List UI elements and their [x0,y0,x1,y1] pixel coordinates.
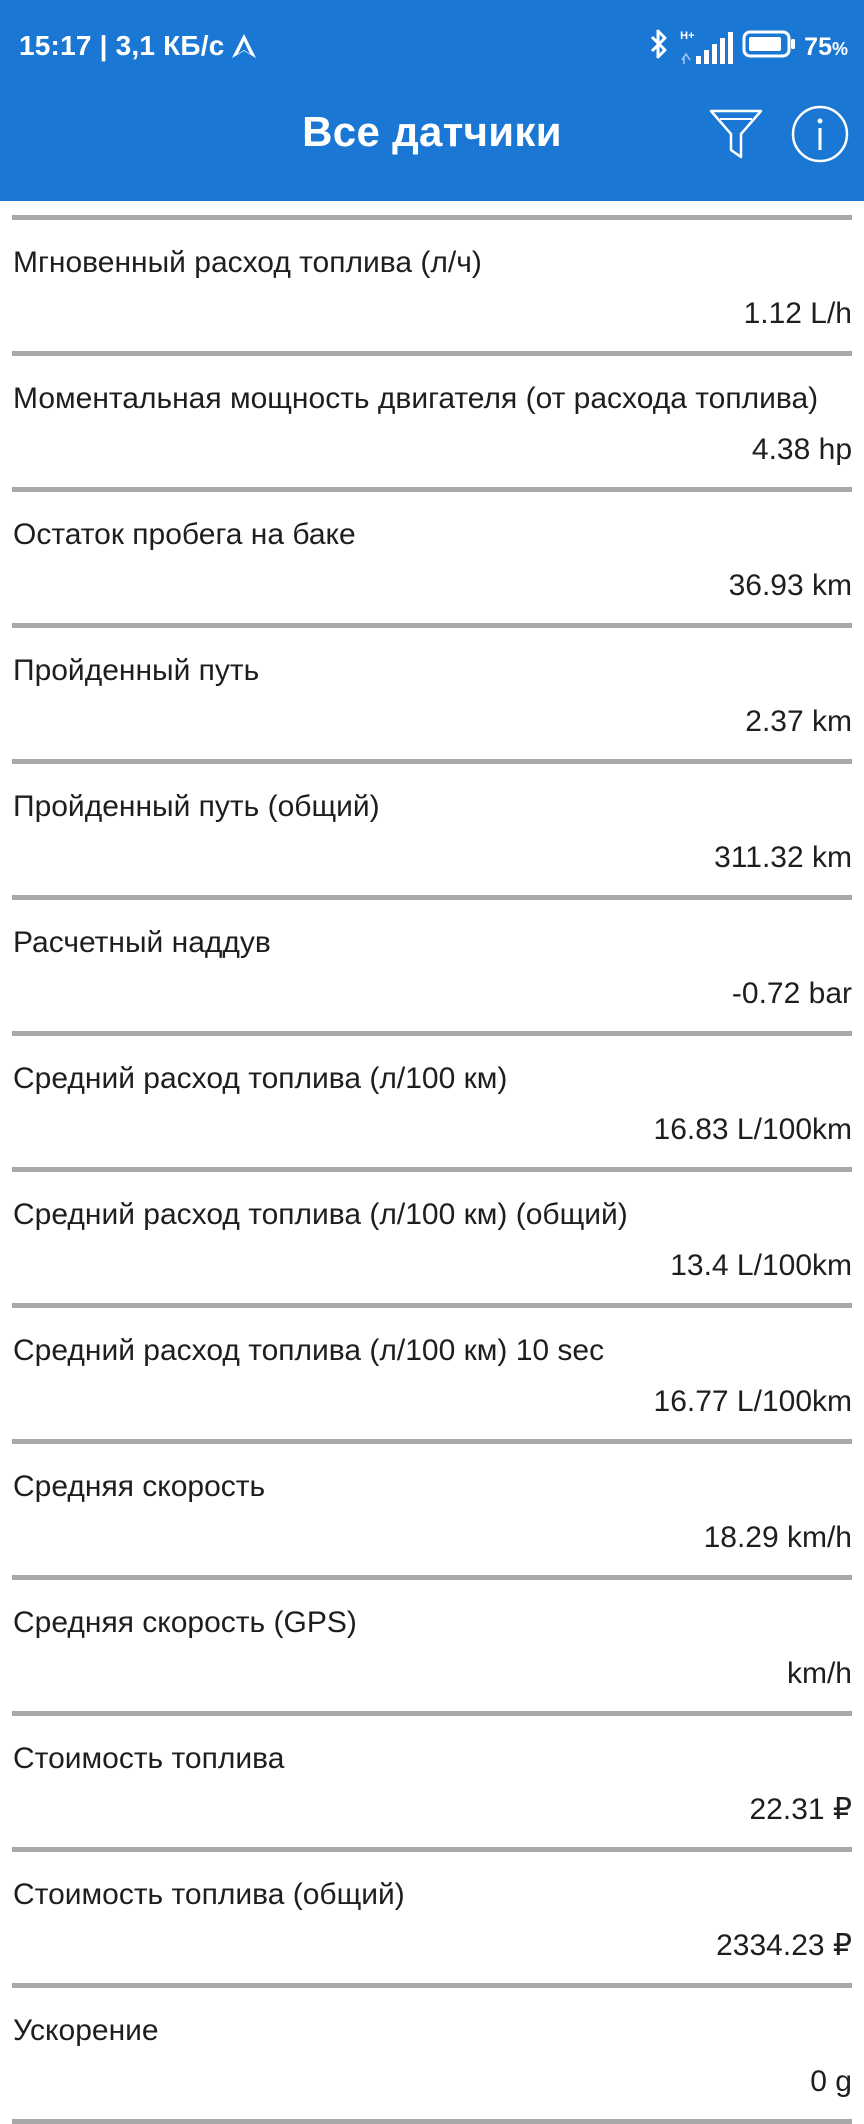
sensor-label: Моментальная мощность двигателя (от расхода топлива) [13,382,819,415]
bluetooth-icon [646,28,672,67]
sensor-label: Стоимость топлива [13,1742,285,1775]
sensor-value: 18.29 km/h [703,1521,852,1554]
item-spacer [0,1964,864,1983]
sensor-label: Мгновенный расход топлива (л/ч) [13,246,482,279]
list-divider [12,2119,852,2124]
sensor-value: 2334.23 ₽ [716,1929,852,1962]
battery-value: 75 [804,33,832,61]
sensor-value: 2.37 km [745,705,852,738]
sensor-label: Средняя скорость [13,1470,266,1503]
item-spacer [0,332,864,351]
page-title: Все датчики [302,108,562,155]
app-bar [0,0,864,201]
sensor-label: Средний расход топлива (л/100 км) 10 sec [13,1334,605,1367]
status-left [19,30,258,62]
item-spacer [0,1148,864,1167]
item-spacer [0,1420,864,1439]
sensor-label: Остаток пробега на баке [13,518,356,551]
item-spacer [0,1692,864,1711]
sensor-item[interactable] [0,1444,864,1575]
sensor-value: 22.31 ₽ [749,1793,852,1826]
sensor-label: Средний расход топлива (л/100 км) (общий) [13,1198,628,1231]
info-icon [790,104,850,169]
sensor-item[interactable] [0,1988,864,2119]
sensor-value: 16.77 L/100km [653,1385,852,1418]
item-spacer [0,1284,864,1303]
sensor-value: 1.12 L/h [743,297,852,330]
sensor-item[interactable] [0,1172,864,1303]
sensor-value: 36.93 km [728,569,852,602]
item-spacer [0,876,864,895]
sensor-value: 311.32 km [714,841,852,874]
sensor-value: km/h [786,1657,852,1690]
sensor-item[interactable] [0,764,864,895]
sensor-value: -0.72 bar [731,977,852,1010]
battery-icon [742,30,796,65]
item-spacer [0,1012,864,1031]
sensor-item[interactable] [0,628,864,759]
sensor-label: Средняя скорость (GPS) [13,1606,357,1639]
signal-icon [680,29,734,64]
navigation-arrow-icon [230,32,258,60]
sensor-item[interactable] [0,492,864,623]
item-spacer [0,740,864,759]
sensor-value: 16.83 L/100km [653,1113,852,1146]
item-spacer [0,2100,864,2119]
battery-unit: % [831,39,848,59]
sensor-label: Стоимость топлива (общий) [13,1878,405,1911]
sensor-label: Пройденный путь [13,654,260,687]
list-top-padding [0,201,864,215]
sensor-item[interactable] [0,1852,864,1983]
sensor-label: Пройденный путь (общий) [13,790,380,823]
item-spacer [0,1828,864,1847]
status-bar [0,0,864,96]
item-spacer [0,468,864,487]
filter-icon [708,106,764,167]
status-right [646,28,848,67]
sensor-item[interactable] [0,1308,864,1439]
sensor-list [0,201,864,2124]
sensor-item[interactable] [0,1036,864,1167]
sensor-item[interactable] [0,1580,864,1711]
network-type-label: H+ [680,29,695,42]
info-button[interactable] [788,104,852,168]
item-spacer [0,1556,864,1575]
sensor-value: 0 g [810,2065,852,2098]
sensor-label: Расчетный наддув [13,926,271,959]
sensor-item[interactable] [0,900,864,1031]
sensor-item[interactable] [0,220,864,351]
sensor-value: 4.38 hp [751,433,852,466]
filter-button[interactable] [704,104,768,168]
sensor-label: Средний расход топлива (л/100 км) [13,1062,508,1095]
sensor-label: Ускорение [13,2014,159,2047]
item-spacer [0,604,864,623]
sensor-value: 13.4 L/100km [670,1249,852,1282]
sensor-item[interactable] [0,356,864,487]
battery-percent [804,33,848,62]
status-time-speed: 15:17 | 3,1 КБ/с [19,30,225,61]
sensor-item[interactable] [0,1716,864,1847]
